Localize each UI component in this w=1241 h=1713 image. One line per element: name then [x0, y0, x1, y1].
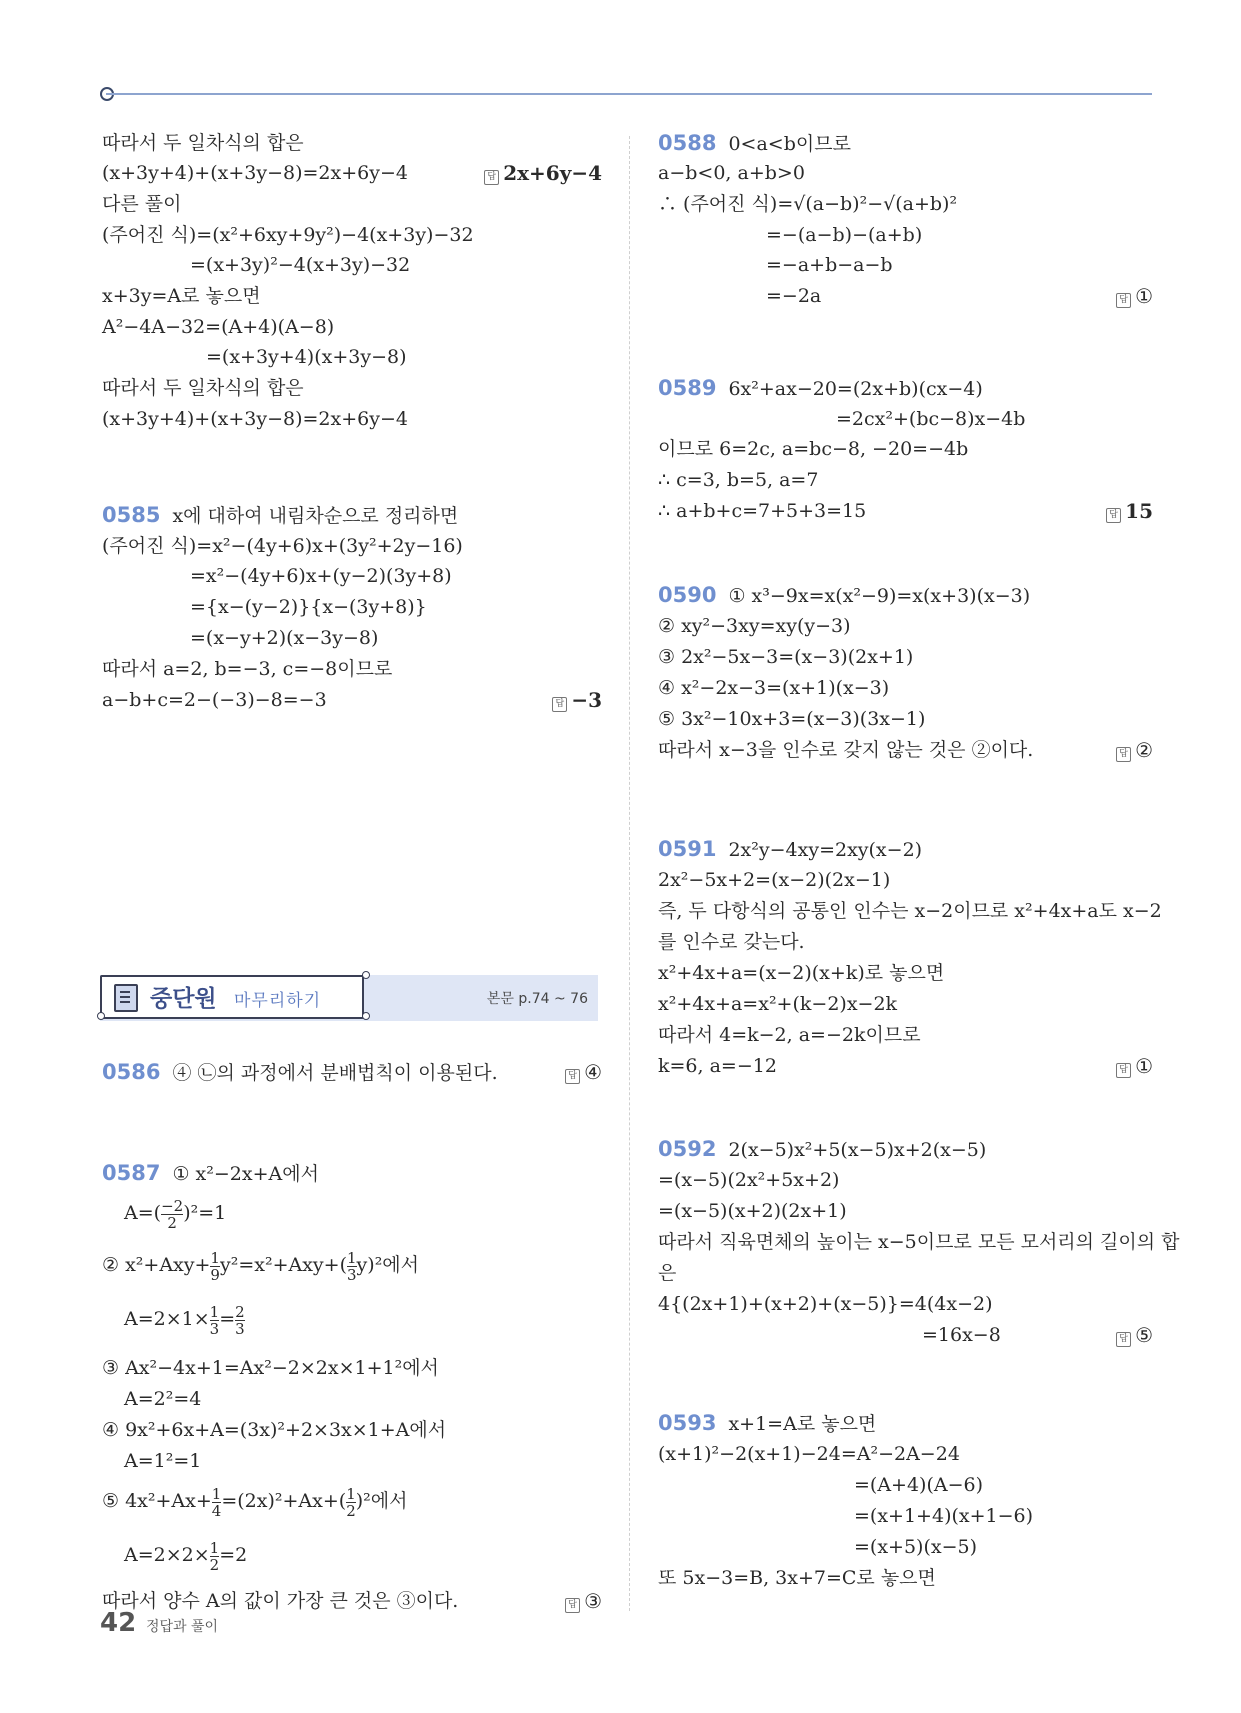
problem-0593-line1	[658, 1410, 876, 1437]
text-line	[102, 1244, 419, 1286]
column-divider	[629, 136, 630, 1611]
banner-subtitle: 마무리하기	[234, 991, 322, 1011]
text-line: ② xy²−3xy=xy(y−3)	[658, 615, 851, 637]
problem-number: 0589	[658, 376, 717, 400]
answer-value: ①	[1135, 1054, 1153, 1078]
fraction	[346, 1486, 356, 1519]
fraction	[235, 1304, 245, 1337]
text: ④ ㉡의 과정에서 분배법칙이 이용된다.	[172, 1062, 498, 1084]
text-line: ∴ a+b+c=7+5+3=15	[658, 500, 867, 522]
problem-0592-line1	[658, 1136, 986, 1163]
text-line: (x+1)²−2(x+1)−24=A²−2A−24	[658, 1443, 960, 1465]
text-line: =−(a−b)−(a+b)	[766, 224, 923, 246]
text-line: 를 인수로 갖는다.	[658, 931, 805, 953]
text: =(2x)²+Ax+(	[221, 1490, 347, 1512]
denominator: 2	[346, 1501, 356, 1520]
text: A=(	[124, 1202, 162, 1224]
problem-number: 0588	[658, 131, 717, 155]
text: =2	[219, 1544, 248, 1566]
text-line: a−b+c=2−(−3)−8=−3	[102, 689, 327, 711]
problem-number: 0591	[658, 837, 717, 861]
fraction	[161, 1198, 183, 1231]
text-line: 이므로 6=2c, a=bc−8, −20=−4b	[658, 438, 969, 460]
banner-dot-icon	[362, 1012, 370, 1020]
text-line: =(x+5)(x−5)	[854, 1536, 978, 1558]
text-line: ④ x²−2x−3=(x+1)(x−3)	[658, 677, 890, 699]
denominator: 9	[210, 1265, 220, 1284]
text-line: =(x−5)(x+2)(2x+1)	[658, 1200, 847, 1222]
problem-0590-line1	[658, 582, 1030, 609]
section-banner	[100, 975, 598, 1021]
banner-title: 중단원	[150, 986, 217, 1012]
text-line: =(x−y+2)(x−3y−8)	[190, 627, 379, 649]
text-line	[124, 1192, 226, 1234]
problem-0591-line1	[658, 836, 922, 863]
numerator: 1	[211, 1484, 222, 1503]
alt-solution-label: 다른 풀이	[102, 193, 182, 215]
text: ② x²+Axy+	[102, 1254, 211, 1276]
banner-dot-icon	[362, 971, 370, 979]
answer-icon: 답	[1116, 1063, 1131, 1078]
text-line: ∴ c=3, b=5, a=7	[658, 469, 819, 491]
text: y²=x²+Axy+(	[219, 1254, 347, 1276]
answer-value: 15	[1125, 499, 1153, 523]
answer-value: ②	[1135, 738, 1153, 762]
denominator: 3	[347, 1265, 357, 1284]
answer-icon: 답	[565, 1598, 580, 1613]
banner-dot-icon	[97, 1012, 105, 1020]
text: 6x²+ax−20=(2x+b)(cx−4)	[728, 378, 983, 400]
denominator: 2	[209, 1555, 220, 1574]
text: x에 대하여 내림차순으로 정리하면	[172, 505, 459, 527]
text-line: =−2a	[766, 285, 822, 307]
answer-0589	[1106, 498, 1153, 524]
text-line: =x²−(4y+6)x+(y−2)(3y+8)	[190, 565, 452, 587]
text-line: (주어진 식)=(x²+6xy+9y²)−4(x+3y)−32	[102, 224, 474, 246]
text-line: =−a+b−a−b	[766, 254, 893, 276]
answer-0588	[1116, 283, 1153, 309]
text: ① x³−9x=x(x²−9)=x(x+3)(x−3)	[728, 585, 1031, 607]
text-line: ③ Ax²−4x+1=Ax²−2×2x×1+1²에서	[102, 1357, 439, 1379]
text-line: 따라서 두 일차식의 합은	[102, 377, 304, 399]
banner-page-ref: 본문 p.74 ~ 76	[486, 991, 588, 1007]
fraction	[210, 1540, 220, 1573]
answer-icon: 답	[1116, 1332, 1131, 1347]
fraction	[347, 1250, 357, 1283]
answer-0586	[565, 1059, 602, 1085]
answer-icon: 답	[484, 170, 499, 185]
text-line: (x+3y+4)+(x+3y−8)=2x+6y−4	[102, 408, 408, 430]
text-line: 즉, 두 다항식의 공통인 인수는 x−2이므로 x²+4x+a도 x−2	[658, 900, 1162, 922]
text-line: ④ 9x²+6x+A=(3x)²+2×3x×1+A에서	[102, 1419, 447, 1441]
text-line: 따라서 4=k−2, a=−2k이므로	[658, 1024, 921, 1046]
text-line: x²+4x+a=x²+(k−2)x−2k	[658, 993, 898, 1015]
text-line: 따라서 직육면체의 높이는 x−5이므로 모든 모서리의 길이의 합	[658, 1231, 1180, 1253]
numerator: 1	[209, 1538, 220, 1557]
answer-0585	[552, 687, 602, 713]
answer-icon: 답	[552, 697, 567, 712]
answer-value: ①	[1135, 284, 1153, 308]
problem-number: 0593	[658, 1411, 717, 1435]
text-line: ⑤ 3x²−10x+3=(x−3)(3x−1)	[658, 708, 926, 730]
problem-0588-line1	[658, 130, 851, 157]
text-line: 따라서 양수 A의 값이 가장 큰 것은 ③이다.	[102, 1590, 459, 1612]
text-line: A²−4A−32=(A+4)(A−8)	[102, 316, 335, 338]
problem-number: 0585	[102, 503, 161, 527]
text-line: 2x²−5x+2=(x−2)(2x−1)	[658, 869, 891, 891]
answer-0590	[1116, 737, 1153, 763]
text: y)²에서	[356, 1254, 420, 1276]
text-line: k=6, a=−12	[658, 1055, 777, 1077]
text-line: 은	[658, 1262, 677, 1284]
text-line: 따라서 a=2, b=−3, c=−8이므로	[102, 658, 393, 680]
answer-value: −3	[571, 688, 602, 712]
text-line	[124, 1534, 247, 1576]
answer-value: ⑤	[1135, 1323, 1153, 1347]
text-line: =(x+1+4)(x+1−6)	[854, 1505, 1034, 1527]
text-line: =2cx²+(bc−8)x−4b	[836, 408, 1026, 430]
numerator: 1	[209, 1302, 220, 1321]
text: 2(x−5)x²+5(x−5)x+2(x−5)	[728, 1139, 987, 1161]
denominator: 4	[211, 1501, 222, 1520]
problem-0589-line1	[658, 375, 983, 402]
text-line: =(A+4)(A−6)	[854, 1474, 984, 1496]
text: =	[219, 1308, 236, 1330]
text-line: =(x−5)(2x²+5x+2)	[658, 1169, 840, 1191]
text: ① x²−2x+A에서	[172, 1163, 319, 1185]
problem-number: 0587	[102, 1161, 161, 1185]
problem-0586	[102, 1059, 498, 1086]
text: ⑤ 4x²+Ax+	[102, 1490, 212, 1512]
denominator: 3	[209, 1319, 220, 1338]
answer-0592	[1116, 1322, 1153, 1348]
header-rule	[106, 93, 1152, 95]
numerator: 1	[346, 1484, 356, 1503]
banner-title-box	[100, 975, 364, 1019]
text: x+1=A로 놓으면	[728, 1413, 877, 1435]
numerator: 1	[347, 1248, 357, 1267]
problem-number: 0590	[658, 583, 717, 607]
text-line: 4{(2x+1)+(x+2)+(x−5)}=4(4x−2)	[658, 1293, 993, 1315]
fraction	[210, 1250, 220, 1283]
book-icon	[114, 984, 138, 1012]
text-line	[102, 1480, 407, 1522]
text-line	[124, 1298, 245, 1340]
problem-number: 0586	[102, 1060, 161, 1084]
answer-0587	[565, 1588, 602, 1614]
answer-value: 2x+6y−4	[503, 161, 602, 185]
text-line: 따라서 x−3을 인수로 갖지 않는 것은 ②이다.	[658, 739, 1034, 761]
answer-0591	[1116, 1053, 1153, 1079]
answer-value: ③	[584, 1589, 602, 1613]
text-line: A=2²=4	[124, 1388, 202, 1410]
denominator: 3	[235, 1319, 245, 1338]
text: 0<a<b이므로	[728, 133, 851, 155]
text-line: ③ 2x²−5x−3=(x−3)(2x+1)	[658, 646, 914, 668]
text: )²에서	[355, 1490, 408, 1512]
text-line: A=1²=1	[124, 1450, 202, 1472]
answer-value: ④	[584, 1060, 602, 1084]
text-line: x²+4x+a=(x−2)(x+k)로 놓으면	[658, 962, 945, 984]
text-line: ∴ (주어진 식)=√(a−b)²−√(a+b)²	[658, 193, 958, 215]
answer-icon: 답	[1116, 747, 1131, 762]
text-line: 따라서 두 일차식의 합은	[102, 132, 304, 154]
problem-0585-line1	[102, 502, 458, 529]
numerator: 2	[235, 1302, 245, 1321]
footer-label: 정답과 풀이	[146, 1619, 219, 1635]
text-line: (x+3y+4)+(x+3y−8)=2x+6y−4	[102, 162, 408, 184]
text-line: =(x+3y+4)(x+3y−8)	[206, 346, 407, 368]
text: A=2×1×	[124, 1308, 210, 1330]
answer-icon: 답	[1116, 293, 1131, 308]
answer-0584	[484, 160, 602, 186]
text: )²=1	[183, 1202, 227, 1224]
text-line: (주어진 식)=x²−(4y+6)x+(3y²+2y−16)	[102, 535, 463, 557]
denominator: 2	[167, 1213, 177, 1232]
text-line: a−b<0, a+b>0	[658, 162, 805, 184]
problem-number: 0592	[658, 1137, 717, 1161]
text: A=2×2×	[124, 1544, 210, 1566]
page-number: 42	[100, 1608, 137, 1638]
numerator: −2	[161, 1196, 184, 1215]
text-line: =16x−8	[922, 1324, 1001, 1346]
text: 2x²y−4xy=2xy(x−2)	[728, 839, 923, 861]
numerator: 1	[210, 1248, 220, 1267]
answer-icon: 답	[565, 1069, 580, 1084]
text-line: 또 5x−3=B, 3x+7=C로 놓으면	[658, 1567, 936, 1589]
fraction	[212, 1486, 222, 1519]
text-line: ={x−(y−2)}{x−(3y+8)}	[190, 596, 427, 618]
text-line: x+3y=A로 놓으면	[102, 285, 261, 307]
answer-icon: 답	[1106, 508, 1121, 523]
text-line: =(x+3y)²−4(x+3y)−32	[190, 254, 411, 276]
fraction	[210, 1304, 220, 1337]
problem-0587-line1	[102, 1160, 319, 1187]
